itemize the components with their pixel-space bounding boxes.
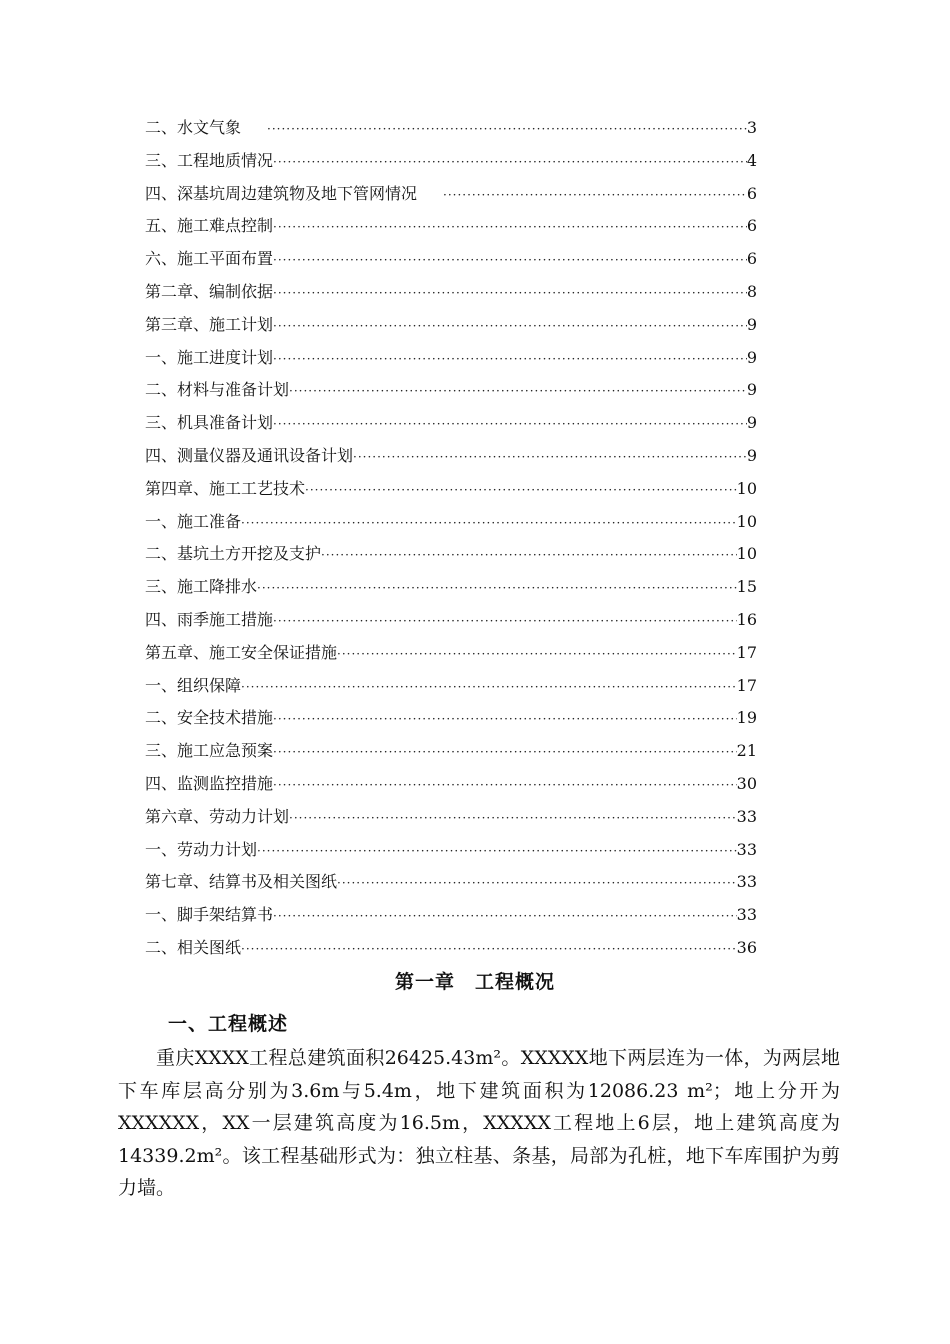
toc-entry[interactable]	[145, 637, 757, 670]
toc-dot-leader	[273, 769, 737, 802]
toc-entry[interactable]	[145, 834, 757, 867]
toc-entry[interactable]	[145, 866, 757, 899]
toc-entry-page: 17	[736, 642, 757, 662]
toc-dot-leader	[241, 671, 737, 704]
toc-entry[interactable]	[145, 932, 757, 965]
toc-entry[interactable]	[145, 145, 757, 178]
toc-entry-page: 9	[746, 413, 757, 433]
toc-entry-title: 第七章、结算书及相关图纸	[145, 872, 338, 892]
toc-entry-page: 17	[736, 675, 757, 695]
toc-entry-page: 10	[736, 511, 757, 531]
toc-entry-page: 6	[746, 249, 757, 269]
toc-entry-title: 二、基坑土方开挖及支护	[145, 544, 322, 564]
toc-dot-leader	[289, 802, 737, 835]
toc-entry-title: 第四章、施工工艺技术	[145, 478, 306, 498]
toc-entry[interactable]	[145, 571, 757, 604]
toc-entry-title: 三、施工降排水	[145, 577, 258, 597]
toc-entry[interactable]	[145, 276, 757, 309]
toc-dot-leader	[273, 310, 747, 343]
toc-dot-leader	[353, 441, 747, 474]
toc-entry-title: 第五章、施工安全保证措施	[145, 642, 338, 662]
toc-entry-title: 一、施工进度计划	[145, 347, 274, 367]
toc-entry-page: 3	[746, 118, 757, 137]
body-paragraph: 重庆XXXX工程总建筑面积26425.43m²。XXXXX地下两层连为一体，为两层地下车库层高分别为3.6m与5.4m，地下建筑面积为12086.23 m²；地上分开为XXXXXX，XX一层建筑高度为16.5m，XXXXX工程地上6层，地上建筑高度为14339.2m²。该工程基础形式为：独立柱基、条基，局部为孔桩，地下车库围护为剪力墙。	[118, 1047, 840, 1199]
toc-entry[interactable]	[145, 506, 757, 539]
toc-dot-leader	[257, 835, 737, 868]
toc-entry[interactable]	[145, 702, 757, 735]
toc-entry[interactable]	[145, 243, 757, 276]
toc-entry[interactable]	[145, 309, 757, 342]
toc-entry-title: 四、测量仪器及通讯设备计划	[145, 445, 354, 465]
toc-entry-title: 第二章、编制依据	[145, 281, 274, 301]
toc-entry-title: 二、水文气象	[145, 118, 242, 137]
toc-entry-title: 二、相关图纸	[145, 937, 242, 957]
toc-dot-leader	[273, 408, 747, 441]
toc-dot-leader	[241, 933, 737, 966]
toc-dot-leader	[443, 179, 747, 212]
toc-entry[interactable]	[145, 210, 757, 243]
toc-dot-leader	[267, 113, 747, 146]
toc-entry-page: 9	[746, 314, 757, 334]
toc-entry[interactable]	[145, 407, 757, 440]
toc-entry-page: 8	[746, 281, 757, 301]
toc-entry[interactable]	[145, 178, 757, 211]
toc-entry-title: 二、安全技术措施	[145, 708, 274, 728]
toc-dot-leader	[273, 343, 747, 376]
toc-dot-leader	[273, 211, 747, 244]
toc-entry[interactable]	[145, 342, 757, 375]
toc-dot-leader	[305, 474, 737, 507]
toc-dot-leader	[273, 736, 737, 769]
toc-entry[interactable]	[145, 473, 757, 506]
toc-entry-title: 三、机具准备计划	[145, 413, 274, 433]
toc-dot-leader	[273, 244, 747, 277]
toc-dot-leader	[273, 703, 737, 736]
toc-entry-page: 9	[746, 445, 757, 465]
toc-entry[interactable]	[145, 374, 757, 407]
toc-entry-title: 四、监测监控措施	[145, 773, 274, 793]
toc-entry-title: 二、材料与准备计划	[145, 380, 290, 400]
toc-entry-title: 四、深基坑周边建筑物及地下管网情况	[145, 183, 418, 203]
toc-entry-title: 三、施工应急预案	[145, 741, 274, 761]
toc-entry-page: 33	[736, 905, 757, 925]
toc-entry-page: 16	[736, 609, 757, 629]
toc-entry-page: 21	[736, 741, 757, 761]
toc-entry-title: 第三章、施工计划	[145, 314, 274, 334]
toc-entry-page: 33	[736, 839, 757, 859]
toc-entry-page: 15	[736, 577, 757, 597]
toc-entry[interactable]	[145, 112, 757, 145]
toc-dot-leader	[273, 605, 737, 638]
toc-entry[interactable]	[145, 735, 757, 768]
toc-entry-title: 六、施工平面布置	[145, 249, 274, 269]
toc-entry[interactable]	[145, 801, 757, 834]
toc-entry-title: 一、组织保障	[145, 675, 242, 695]
toc-entry[interactable]	[145, 440, 757, 473]
toc-dot-leader	[337, 638, 737, 671]
toc-entry-page: 6	[746, 216, 757, 236]
toc-entry[interactable]	[145, 538, 757, 571]
table-of-contents	[145, 112, 757, 965]
toc-entry-title: 一、施工准备	[145, 511, 242, 531]
toc-entry-title: 第六章、劳动力计划	[145, 806, 290, 826]
body-text	[118, 1042, 840, 1205]
toc-dot-leader	[273, 146, 747, 179]
toc-dot-leader	[289, 375, 747, 408]
toc-entry[interactable]	[145, 670, 757, 703]
toc-dot-leader	[241, 507, 737, 540]
toc-entry-page: 9	[746, 347, 757, 367]
toc-dot-leader	[257, 572, 737, 605]
toc-entry-page: 9	[746, 380, 757, 400]
toc-entry-title: 三、工程地质情况	[145, 150, 274, 170]
toc-entry-page: 33	[736, 872, 757, 892]
toc-entry-title: 一、劳动力计划	[145, 839, 258, 859]
toc-dot-leader	[273, 277, 747, 310]
toc-entry-page: 30	[736, 773, 757, 793]
toc-entry-title: 五、施工难点控制	[145, 216, 274, 236]
toc-entry-title: 四、雨季施工措施	[145, 609, 274, 629]
toc-entry-page: 36	[736, 937, 757, 957]
toc-entry-page: 10	[736, 544, 757, 564]
toc-dot-leader	[273, 900, 737, 933]
toc-entry-page: 33	[736, 806, 757, 826]
toc-entry[interactable]	[145, 604, 757, 637]
chapter-title: 第一章 工程概况	[394, 971, 555, 993]
toc-entry-title: 一、脚手架结算书	[145, 905, 274, 925]
toc-entry[interactable]	[145, 899, 757, 932]
section-title: 一、工程概述	[168, 1013, 289, 1035]
toc-dot-leader	[321, 539, 737, 572]
toc-entry-page: 19	[736, 708, 757, 728]
toc-entry-page: 6	[746, 183, 757, 203]
toc-dot-leader	[337, 867, 737, 900]
toc-entry[interactable]	[145, 768, 757, 801]
toc-entry-page: 10	[736, 478, 757, 498]
toc-entry-page: 4	[746, 150, 757, 170]
